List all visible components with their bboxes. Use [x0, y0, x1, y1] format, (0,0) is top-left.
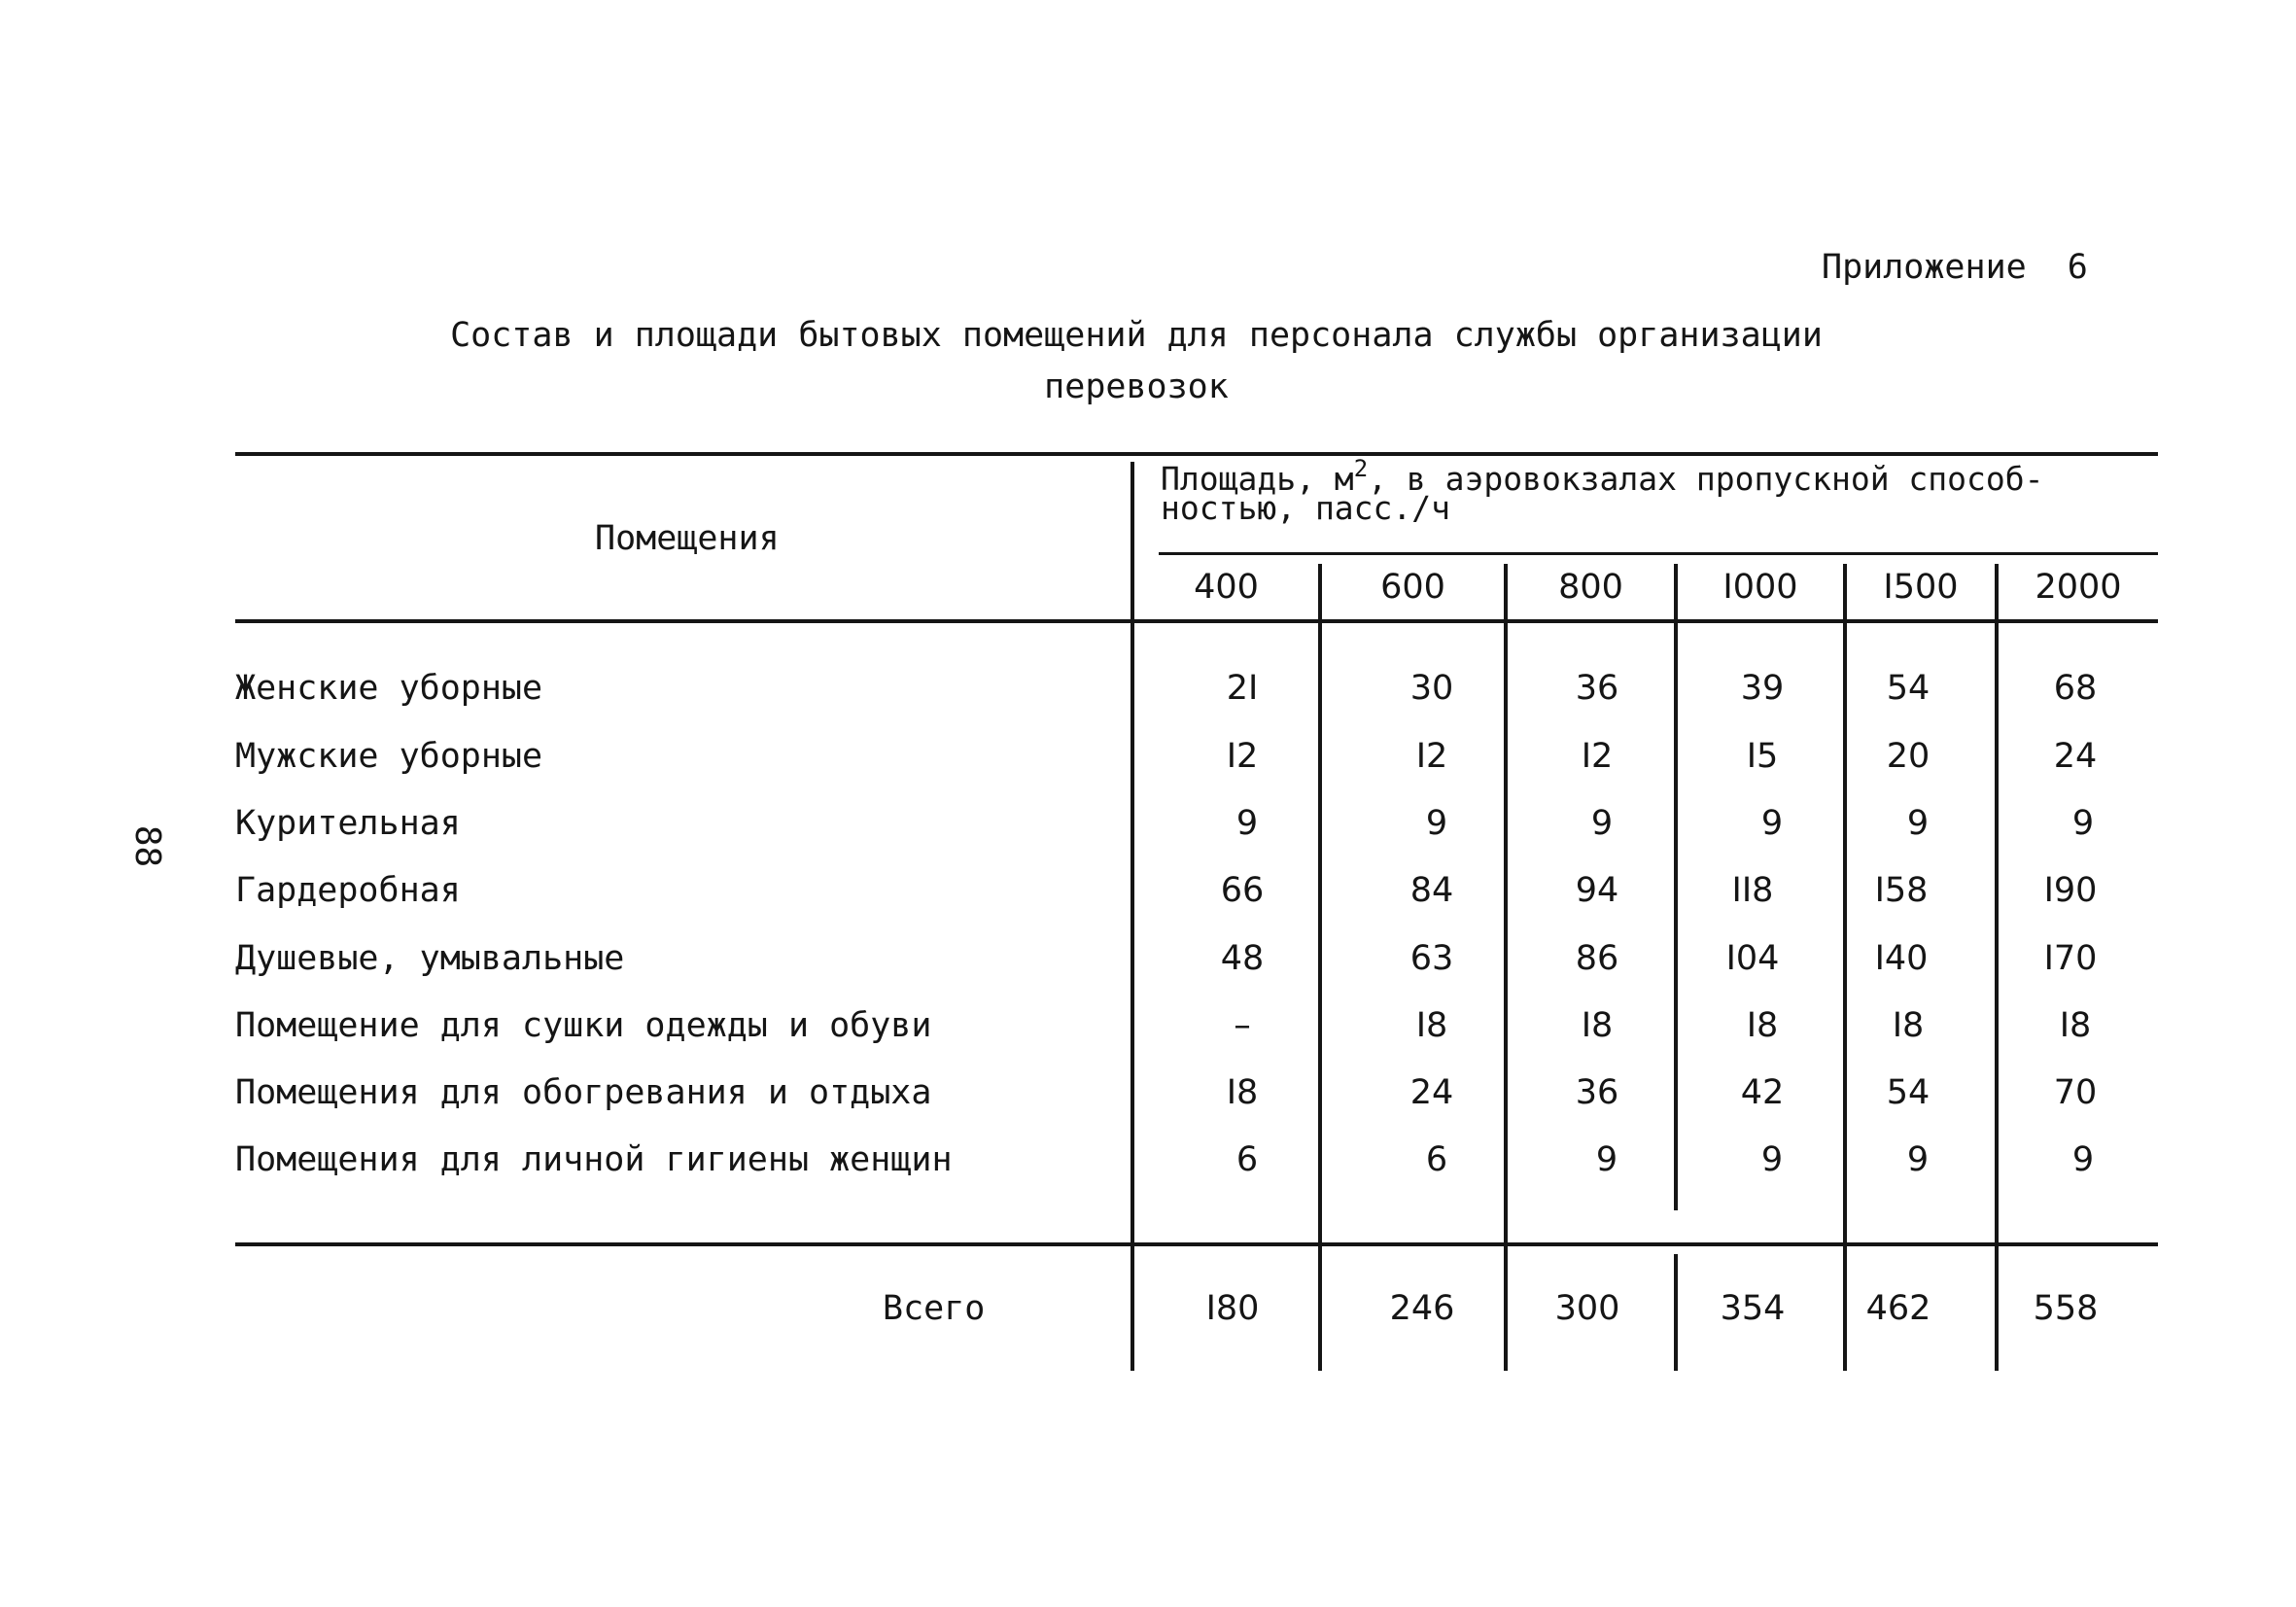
row-value: I04: [1725, 939, 1780, 978]
row-value: I8: [1226, 1073, 1259, 1112]
column-header: 400: [1194, 568, 1259, 607]
row-value: 24: [1409, 1073, 1454, 1112]
table-row: [0, 939, 2296, 978]
row-value: 9: [1760, 1140, 1784, 1179]
column-header: 800: [1558, 568, 1623, 607]
row-value: 54: [1886, 669, 1931, 708]
header-area-superscript: 2: [1353, 455, 1369, 482]
row-value: I8: [1892, 1006, 1925, 1045]
table-row: [0, 871, 2296, 910]
row-value: 9: [1425, 804, 1448, 843]
row-value: I8: [1581, 1006, 1614, 1045]
row-value: 9: [2071, 804, 2095, 843]
table-top-rule: [235, 452, 2158, 456]
appendix-label: Приложение: [1822, 248, 2027, 287]
total-value: I80: [1205, 1289, 1260, 1328]
row-value: I70: [2043, 939, 2098, 978]
row-value: 36: [1575, 669, 1619, 708]
row-value: –: [1234, 1006, 1251, 1045]
row-label: Женские уборные: [235, 669, 543, 708]
row-label: Душевые, умывальные: [235, 939, 625, 978]
appendix-heading: [1822, 248, 2088, 287]
header-area-line-2: ностью, пасс./ч: [1161, 489, 1451, 527]
total-value: 300: [1554, 1289, 1620, 1328]
row-label: Помещение для сушки одежды и обуви: [235, 1006, 932, 1045]
row-value: 9: [1595, 1140, 1618, 1179]
table-row: [0, 804, 2296, 843]
row-value: I5: [1746, 737, 1779, 776]
subheader-rule: [1159, 552, 2158, 555]
row-value: I40: [1874, 939, 1929, 978]
row-value: 2I: [1226, 669, 1259, 708]
row-value: 24: [2053, 737, 2098, 776]
row-value: 9: [1235, 804, 1259, 843]
row-label: Гардеробная: [235, 871, 461, 910]
row-value: 9: [1906, 1140, 1930, 1179]
row-value: 9: [1906, 804, 1930, 843]
appendix-number: 6: [2067, 248, 2088, 287]
table-row: [0, 1006, 2296, 1045]
table-row: [0, 737, 2296, 776]
column-header: I500: [1883, 568, 1959, 607]
body-bottom-rule: [235, 1242, 2158, 1246]
header-area-text-tail: , в аэровокзалах пропускной способ-: [1368, 460, 2044, 498]
header-area: [1161, 455, 2044, 527]
row-label: Курительная: [235, 804, 461, 843]
header-rooms: Помещения: [595, 519, 780, 558]
column-header: 600: [1380, 568, 1445, 607]
table-row: [0, 1140, 2296, 1179]
row-value: I8: [2059, 1006, 2092, 1045]
row-value: 48: [1220, 939, 1265, 978]
row-value: 9: [2071, 1140, 2095, 1179]
row-value: I90: [2043, 871, 2098, 910]
row-value: 9: [1760, 804, 1784, 843]
row-value: 20: [1886, 737, 1931, 776]
column-header: 2000: [2035, 568, 2122, 607]
row-value: 42: [1740, 1073, 1785, 1112]
row-value: 63: [1409, 939, 1454, 978]
document-title-line-1: Состав и площади бытовых помещений для персонала службы организации: [450, 316, 1823, 355]
row-value: 68: [2053, 669, 2098, 708]
row-label: Мужские уборные: [235, 737, 543, 776]
row-value: 39: [1740, 669, 1785, 708]
row-value: I58: [1874, 871, 1929, 910]
total-value: 558: [2033, 1289, 2099, 1328]
row-value: 70: [2053, 1073, 2098, 1112]
row-value: 6: [1425, 1140, 1448, 1179]
row-value: 54: [1886, 1073, 1931, 1112]
row-value: I2: [1415, 737, 1448, 776]
row-value: I8: [1746, 1006, 1779, 1045]
row-value: 66: [1220, 871, 1265, 910]
row-value: 84: [1409, 871, 1454, 910]
header-area-text: Площадь, м: [1161, 460, 1354, 498]
row-value: 9: [1590, 804, 1614, 843]
row-value: II8: [1731, 871, 1774, 910]
column-header: I000: [1722, 568, 1798, 607]
row-label: Помещения для личной гигиены женщин: [235, 1140, 953, 1179]
row-value: I8: [1415, 1006, 1448, 1045]
row-value: 94: [1575, 871, 1619, 910]
total-value: 462: [1865, 1289, 1931, 1328]
row-value: 6: [1235, 1140, 1259, 1179]
row-value: 30: [1409, 669, 1454, 708]
row-value: I2: [1226, 737, 1259, 776]
row-value: 86: [1575, 939, 1619, 978]
total-row: [0, 1289, 2296, 1328]
table-row: [0, 1073, 2296, 1112]
total-value: 246: [1389, 1289, 1455, 1328]
document-title-line-2: перевозок: [1044, 367, 1229, 406]
total-value: 354: [1720, 1289, 1786, 1328]
page-number: 88: [127, 824, 168, 868]
table-row: [0, 669, 2296, 708]
row-value: 36: [1575, 1073, 1619, 1112]
row-label: Помещения для обогревания и отдыха: [235, 1073, 932, 1112]
row-value: I2: [1581, 737, 1614, 776]
total-label: Всего: [883, 1289, 986, 1328]
header-bottom-rule: [235, 619, 2158, 623]
